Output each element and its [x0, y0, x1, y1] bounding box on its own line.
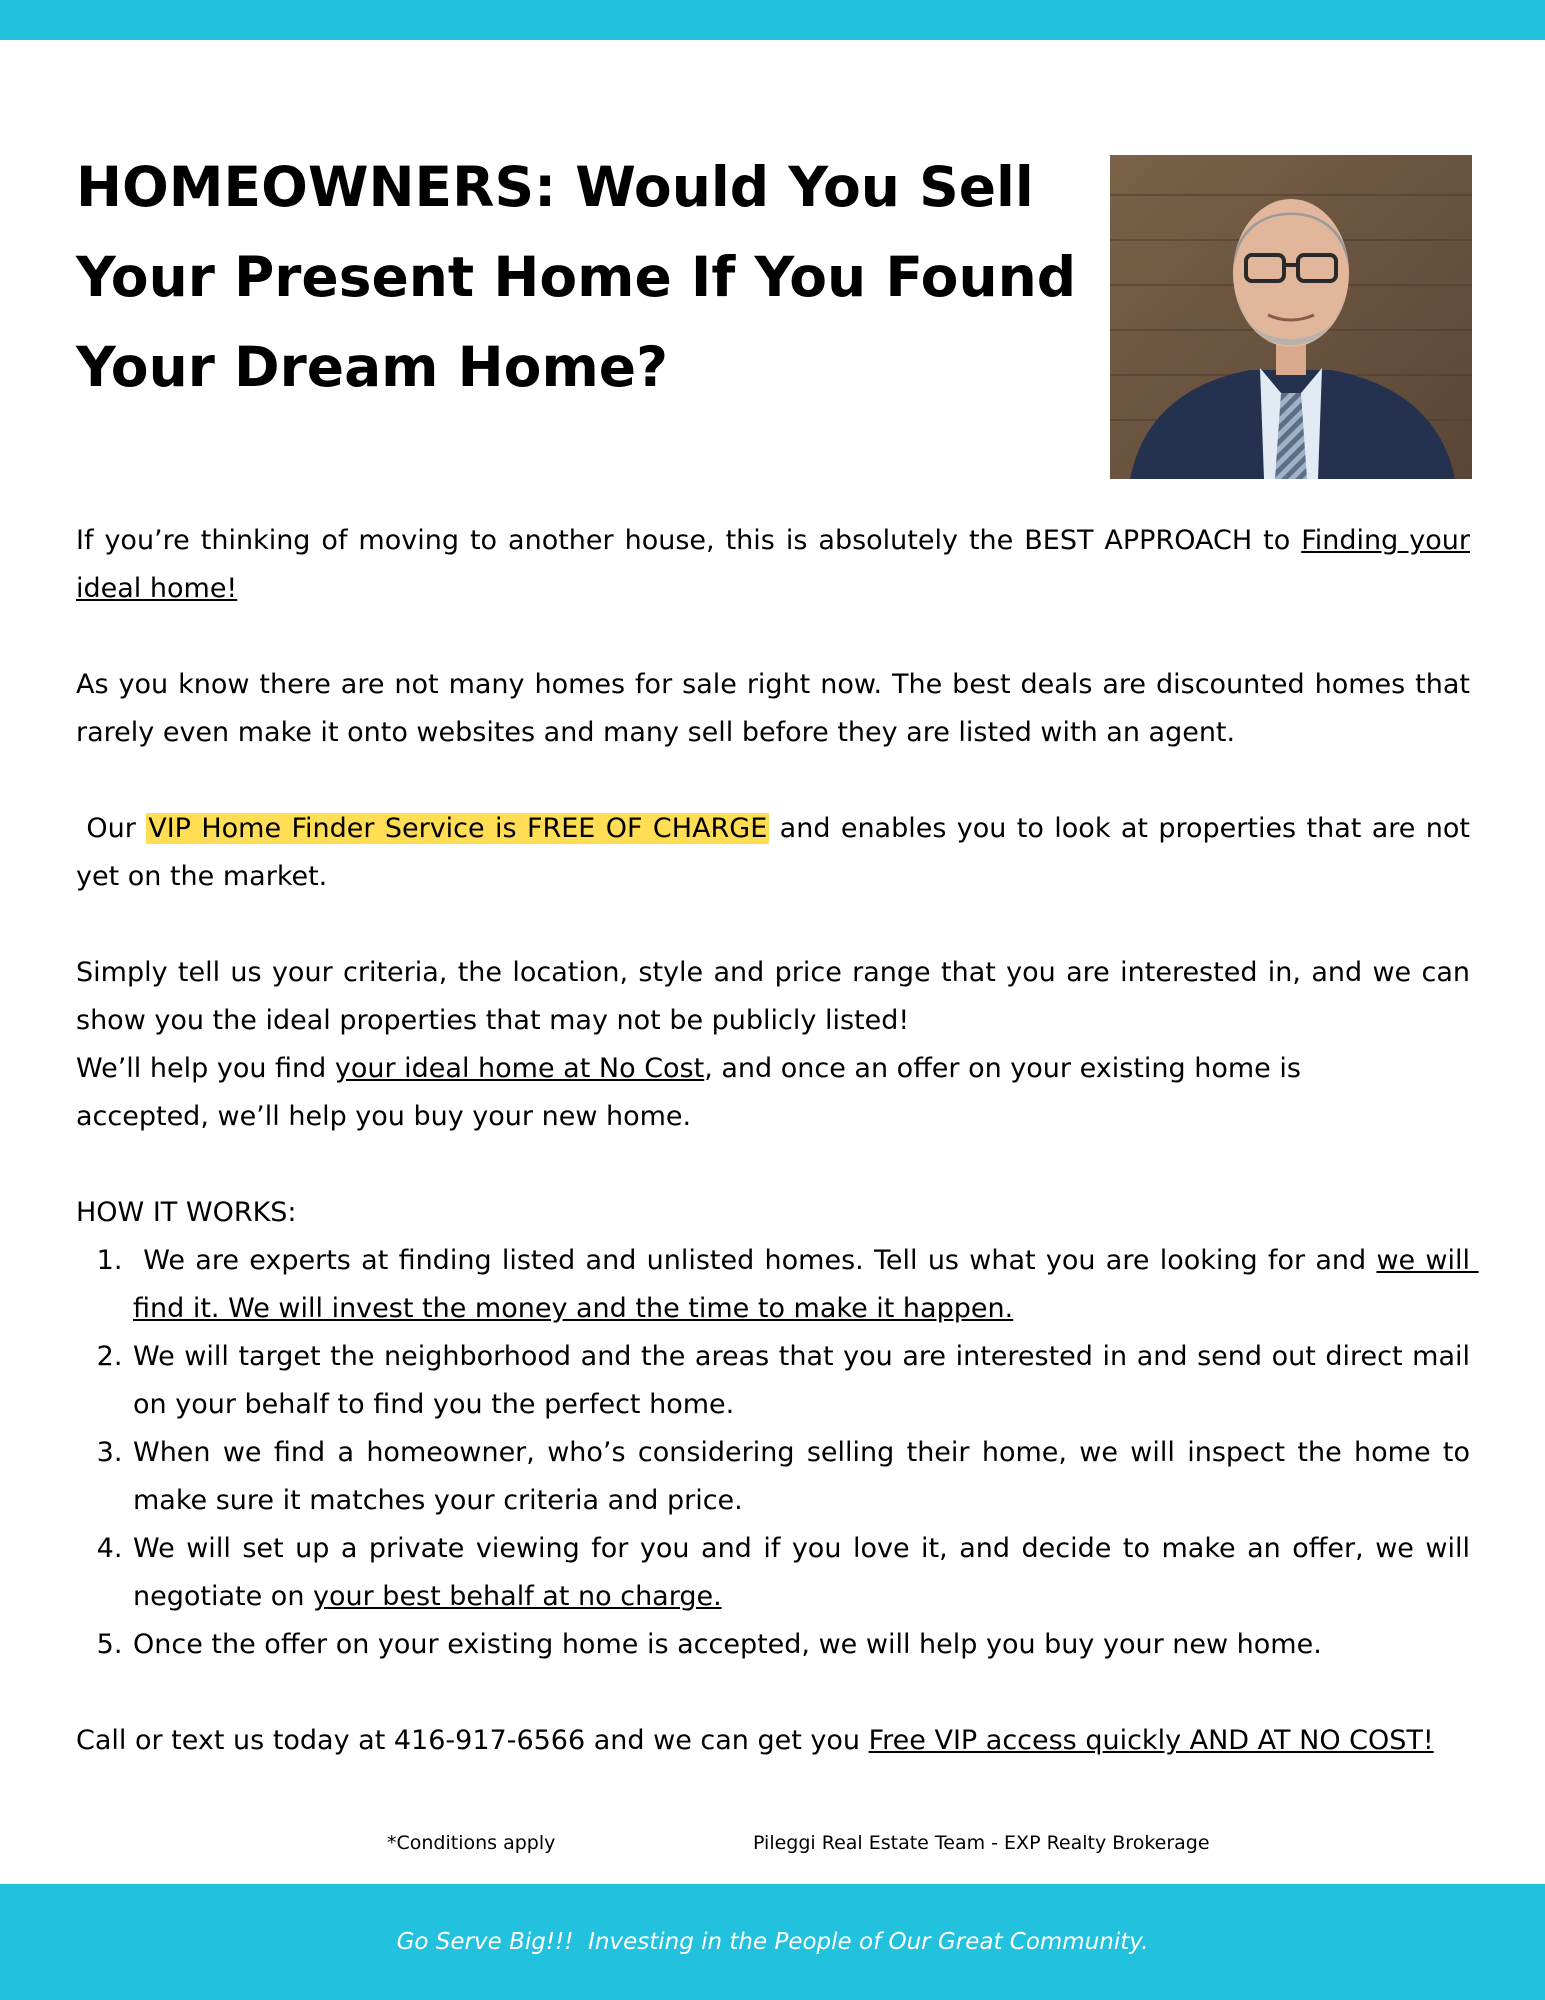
cta-text: Call or text us today at 416-917-6566 and we can get you — [76, 1725, 869, 1756]
bottom-brand-bar — [0, 1884, 1545, 2000]
help-line — [76, 1045, 1470, 1093]
help-text-before: We’ll help you find — [76, 1053, 335, 1084]
body-content — [76, 517, 1479, 1765]
intro-text: If you’re thinking of moving to another house, this is absolutely the BEST APPROACH to — [76, 525, 1302, 556]
step-item — [131, 1237, 1479, 1333]
step-item — [131, 1621, 1470, 1669]
step-item — [131, 1429, 1470, 1525]
step-underline: your best behalf at no charge. — [313, 1581, 722, 1612]
tagline: Go Serve Big!!! Investing in the People of Our Great Community. — [396, 1929, 1149, 1955]
step-item — [131, 1333, 1470, 1429]
step-text: We will set up a private viewing for you and if you love it, and decide to make an offer, we will negotiate on — [133, 1533, 1470, 1612]
free-vip-access-link[interactable]: Free VIP access quickly AND AT NO COST! — [868, 1725, 1434, 1756]
step-underline: we will find it. We will invest the money and the time to make it happen. — [133, 1245, 1479, 1324]
agent-photo — [1110, 155, 1472, 479]
finding-ideal-home-link[interactable]: Finding your ideal home! — [76, 525, 1470, 604]
how-it-works-heading: HOW IT WORKS: — [76, 1197, 297, 1228]
call-to-action — [76, 1717, 1470, 1765]
criteria-paragraph: Simply tell us your criteria, the location, style and price range that you are interested in, and we can show you the ideal properties that may not be publicly listed! — [76, 957, 1470, 1036]
how-it-works-list — [76, 1237, 1479, 1669]
market-paragraph: As you know there are not many homes for sale right now. The best deals are discounted homes that rarely even make it onto websites and many sell before they are listed with an agent. — [76, 669, 1470, 748]
step-item — [131, 1525, 1470, 1621]
headline: HOMEOWNERS: Would You Sell Your Present Home If You Found Your Dream Home? — [76, 155, 1077, 399]
vip-text-before: Our — [76, 813, 147, 844]
help-text-after: , and once an offer on your existing home is — [704, 1053, 1301, 1084]
footer-note — [0, 1828, 1545, 1858]
brokerage-name: Pileggi Real Estate Team - EXP Realty Brokerage — [753, 1832, 1210, 1854]
agent-portrait-icon — [1110, 155, 1472, 479]
vip-highlight: VIP Home Finder Service is FREE OF CHARGE — [148, 813, 768, 844]
step-text: Once the offer on your existing home is accepted, we will help you buy your new home. — [133, 1629, 1322, 1660]
vip-text-after: and enables you to look at properties that are not yet on the market. — [76, 813, 1479, 892]
vip-paragraph — [76, 805, 1479, 901]
step-text: We are experts at finding listed and unlisted homes. Tell us what you are looking for and — [133, 1245, 1377, 1276]
conditions-note: *Conditions apply — [387, 1832, 556, 1854]
help-line-2: accepted, we’ll help you buy your new home. — [76, 1101, 692, 1132]
step-text: When we find a homeowner, who’s considering selling their home, we will inspect the home to make sure it matches your criteria and price. — [133, 1437, 1470, 1516]
step-text: We will target the neighborhood and the areas that you are interested in and send out direct mail on your behalf to find you the perfect home. — [133, 1341, 1470, 1420]
intro-paragraph — [76, 517, 1470, 613]
ideal-home-no-cost-text: your ideal home at No Cost — [334, 1053, 705, 1084]
top-brand-bar — [0, 0, 1545, 40]
